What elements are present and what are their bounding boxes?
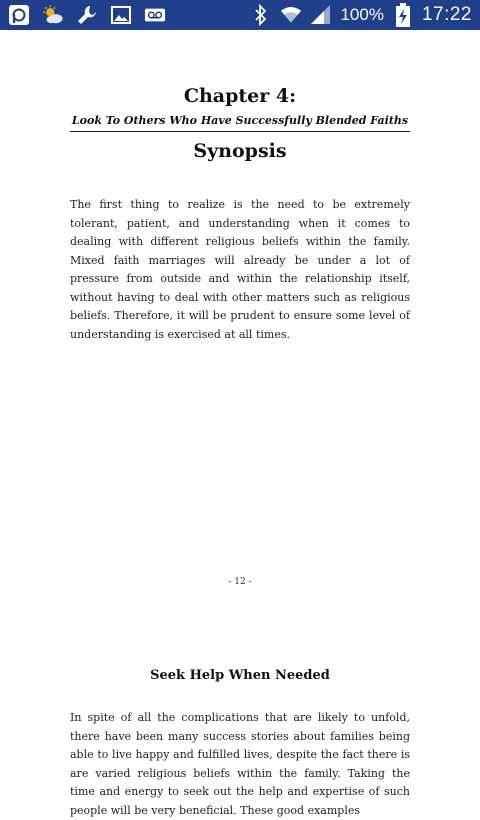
system-icons xyxy=(250,3,472,27)
body-paragraph: In spite of all the complications that are likely to unfold, there have been many success stories about families being able to live happy and fulfilled lives, despite the fact there is are varied religious beliefs within the family. Taking the time and energy to seek out the help and expertise of such people will be very beneficial. These good examples xyxy=(70,711,410,817)
bluetooth-icon xyxy=(250,4,272,26)
reader-page[interactable] xyxy=(0,30,480,817)
signal-icon xyxy=(310,4,332,26)
notification-icons xyxy=(8,4,166,26)
status-bar xyxy=(0,0,480,30)
wrench-icon xyxy=(76,4,98,26)
battery-percent: 100% xyxy=(340,5,384,24)
voicemail-icon xyxy=(144,4,166,26)
clock: 17:22 xyxy=(421,4,472,25)
chapter-title: Chapter 4: xyxy=(183,85,297,107)
battery-charging-icon xyxy=(392,4,414,26)
section-heading: Seek Help When Needed xyxy=(150,668,330,683)
weather-icon xyxy=(42,4,64,26)
chapter-subtitle: Look To Others Who Have Successfully Blended Faiths xyxy=(71,114,409,127)
app-icon xyxy=(8,4,30,26)
title-divider xyxy=(70,131,410,132)
image-icon xyxy=(110,4,132,26)
wifi-icon xyxy=(280,4,302,26)
synopsis-paragraph: The first thing to realize is the need to be extremely tolerant, patient, and understanding when it comes to dealing with different religious beliefs within the family. Mixed faith marriages will already be under a lot of pressure from outside and within the relationship itself, without having to deal with other matters such as religious beliefs. Therefore, it will be prudent to ensure some level of understanding is exercised at all times. xyxy=(70,198,410,341)
page-number: - 12 - xyxy=(228,577,252,587)
section-title: Synopsis xyxy=(193,140,287,162)
